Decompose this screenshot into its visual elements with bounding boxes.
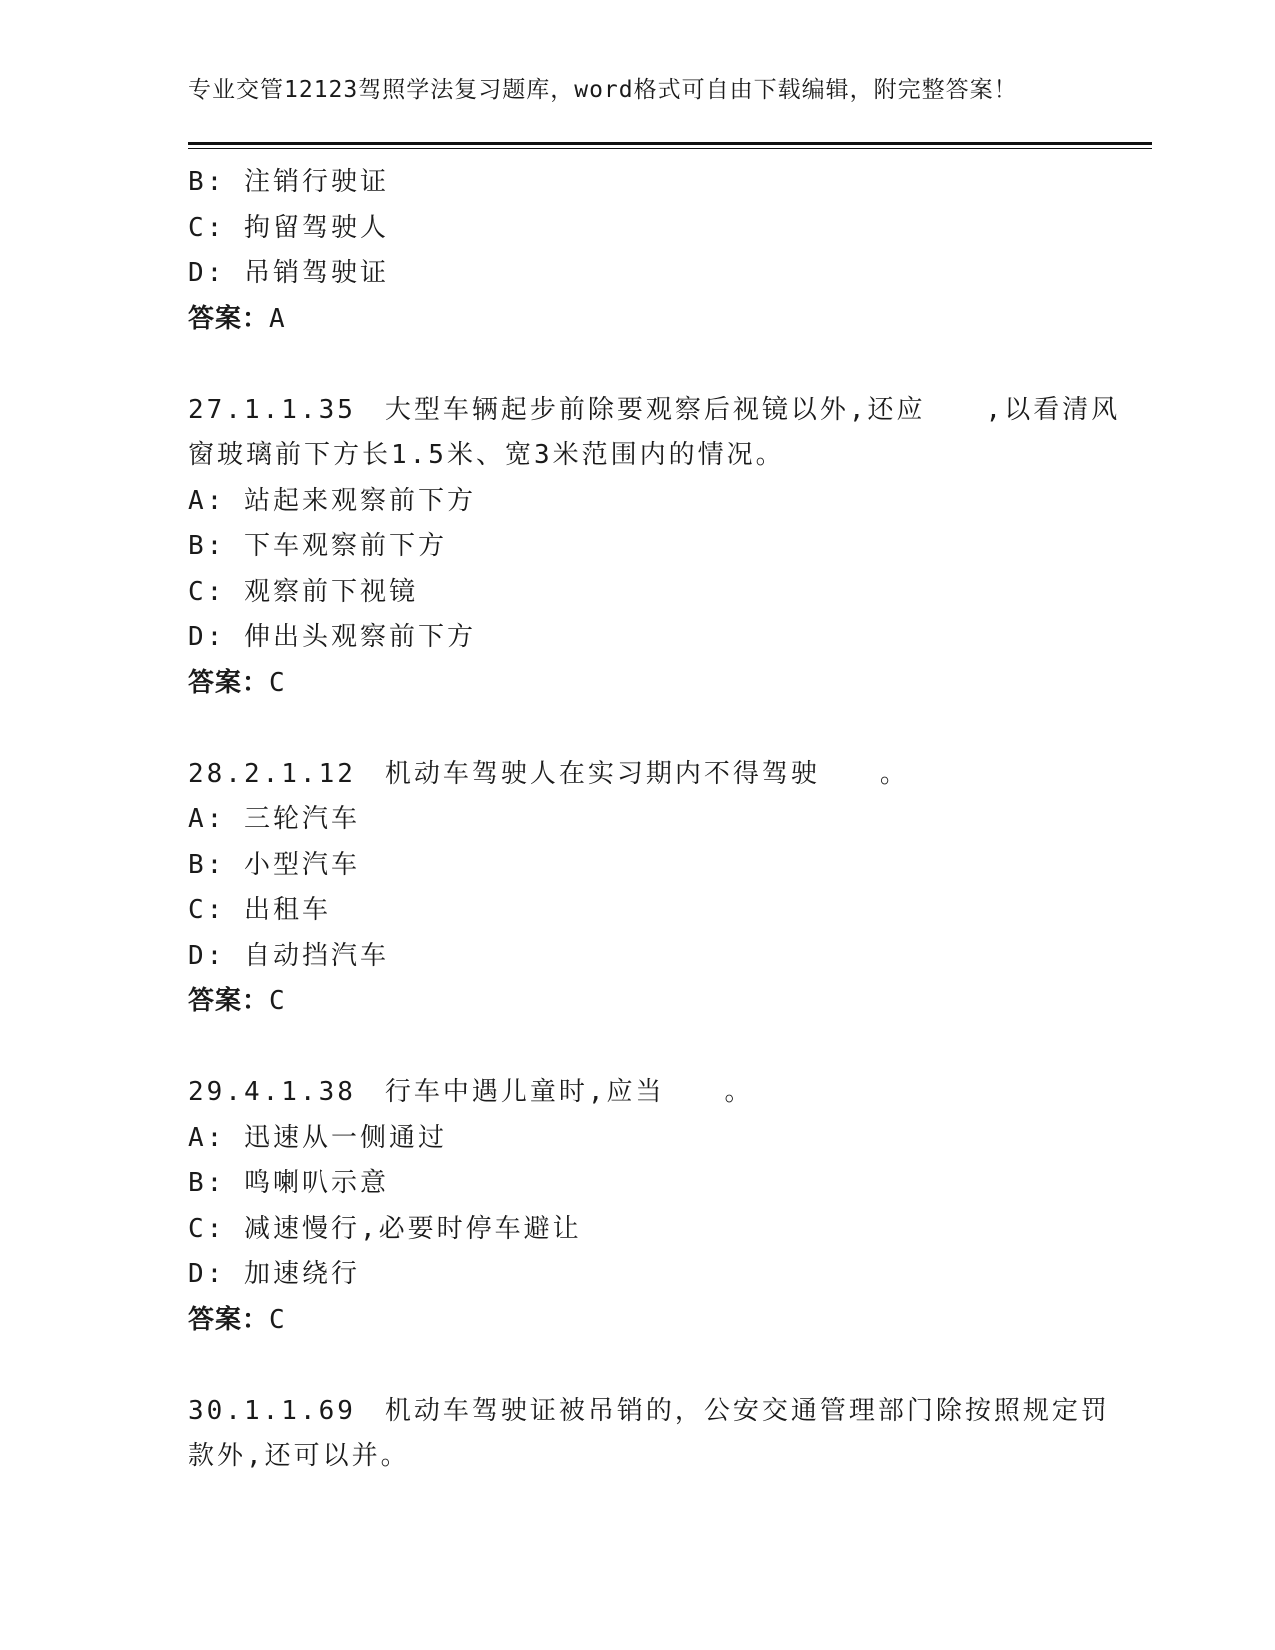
option-a: A: 迅速从一侧通过 bbox=[188, 1122, 447, 1153]
stem-text-after: 。 bbox=[724, 1077, 754, 1107]
option-d: D: 自动挡汽车 bbox=[188, 940, 389, 971]
option-b: B: 下车观察前下方 bbox=[188, 531, 447, 561]
answer-label: 答案： bbox=[188, 303, 270, 334]
answer-line bbox=[188, 661, 1088, 707]
answer-line bbox=[188, 297, 1088, 343]
option-d: D: 吊销驾驶证 bbox=[188, 258, 389, 288]
stem-text-after: ,以看清风 bbox=[985, 394, 1121, 425]
question-30 bbox=[188, 1389, 1110, 1480]
stem-text: 28.2.1.12 机动车驾驶人在实习期内不得驾驶 bbox=[188, 758, 820, 789]
spacer bbox=[188, 1025, 1088, 1071]
stem-text: 29.4.1.38 行车中遇儿童时,应当 bbox=[188, 1077, 665, 1107]
answer-value: C bbox=[269, 667, 288, 698]
spacer bbox=[188, 342, 1088, 388]
page-header: 专业交管12123驾照学法复习题库，word格式可自由下载编辑，附完整答案！ bbox=[188, 77, 1018, 103]
stem-text-after: 。 bbox=[879, 758, 909, 789]
prev-question-block bbox=[188, 160, 1088, 342]
question-stem bbox=[188, 388, 1121, 434]
option-b: B: 注销行驶证 bbox=[188, 167, 389, 197]
answer-line bbox=[188, 1298, 1088, 1344]
option-d: D: 伸出头观察前下方 bbox=[188, 622, 476, 652]
option-c: C: 拘留驾驶人 bbox=[188, 212, 389, 243]
answer-label: 答案： bbox=[188, 986, 270, 1016]
answer-value: A bbox=[269, 303, 288, 334]
answer-label: 答案： bbox=[188, 1304, 270, 1335]
answer-label: 答案： bbox=[188, 667, 270, 698]
option-c: C: 观察前下视镜 bbox=[188, 576, 418, 607]
option-a: A: 三轮汽车 bbox=[188, 804, 360, 834]
option-a: A: 站起来观察前下方 bbox=[188, 485, 476, 516]
question-27 bbox=[188, 388, 1121, 707]
question-stem: 30.1.1.69 机动车驾驶证被吊销的，公安交通管理部门除按照规定罚 bbox=[188, 1395, 1110, 1426]
question-stem bbox=[188, 1070, 1088, 1116]
option-b: B: 鸣喇叭示意 bbox=[188, 1168, 389, 1198]
document-body bbox=[188, 160, 1121, 1480]
question-29 bbox=[188, 1070, 1088, 1343]
header-rule bbox=[188, 142, 1152, 149]
answer-line bbox=[188, 979, 1088, 1025]
answer-value: C bbox=[269, 986, 288, 1016]
question-28 bbox=[188, 752, 1088, 1025]
stem-text: 27.1.1.35 大型车辆起步前除要观察后视镜以外,还应 bbox=[188, 394, 926, 425]
answer-value: C bbox=[269, 1304, 288, 1335]
option-d: D: 加速绕行 bbox=[188, 1259, 360, 1289]
spacer bbox=[188, 1343, 1088, 1389]
spacer bbox=[188, 706, 1088, 752]
question-stem bbox=[188, 752, 1088, 798]
option-b: B: 小型汽车 bbox=[188, 849, 360, 880]
question-stem-continued: 窗玻璃前下方长1.5米、宽3米范围内的情况。 bbox=[188, 440, 785, 470]
option-c: C: 出租车 bbox=[188, 895, 331, 925]
option-c: C: 减速慢行,必要时停车避让 bbox=[188, 1213, 582, 1244]
question-stem-continued: 款外,还可以并。 bbox=[188, 1441, 410, 1471]
